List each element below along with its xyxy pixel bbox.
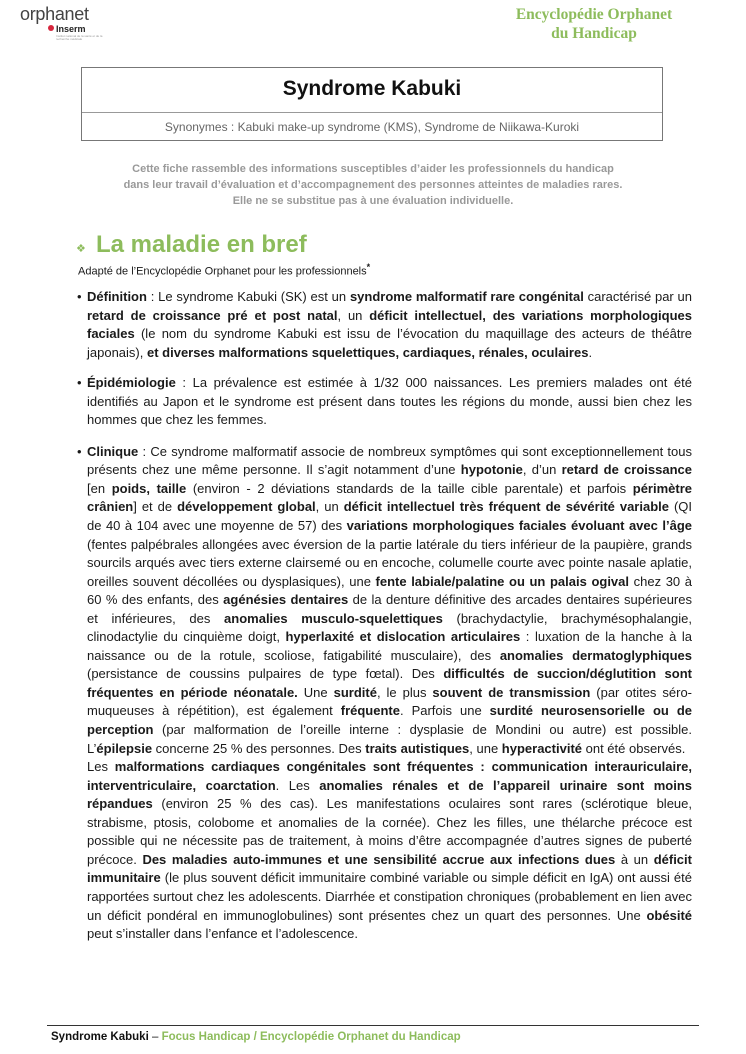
logo-tagline: Institut national de la santé et de la recherche médicale — [56, 34, 103, 41]
body-text: (par malformation de l’oreille interne : dysplasie de Mondini ou autre) est possible. L’ — [87, 722, 692, 756]
body-text: , le plus — [376, 684, 433, 700]
body-text: (brachydactylie, brachymésophalangie, clinodactylie du cinquième doigt, — [87, 610, 692, 645]
entry-definition — [77, 288, 692, 362]
intro-note — [110, 161, 636, 209]
body-text: concerne 25 % des personnes. Des — [152, 740, 366, 756]
section-heading: La maladie en bref — [96, 231, 307, 258]
bold-text: déficit intellectuel, des variations morphologiques faciales — [87, 307, 692, 342]
body-text: . Les — [275, 777, 320, 793]
footer-disease-name: Syndrome Kabuki — [51, 1031, 149, 1043]
bold-text: développement global — [177, 499, 316, 515]
header-line-1: Encyclopédie Orphanet — [515, 6, 673, 23]
body-text: (par otites séro-muqueuses à répétition), est également — [87, 684, 693, 719]
bold-text: hypotonie — [460, 462, 523, 478]
body-text: (fentes palpébrales allongées avec éversion de la partie latérale du tiers inférieur de la paupière, grands sourcils arqués avec tiers externe clairsemé ou en encoche, columelle courte avec pointe nasale aplatie, oreilles souvent décollées ou dysplasiques), une — [87, 536, 692, 589]
footer — [47, 1025, 699, 1043]
body-text: (environ - 2 déviations standards de la taille cible parentale) et parfois — [186, 480, 633, 496]
intro-line-2: dans leur travail d’évaluation et d’accompagnement des personnes atteintes de maladies rares. — [123, 179, 623, 191]
body-text: : luxation de la hanche à la naissance ou de la rotule, scoliose, fatigabilité musculaire), des — [87, 629, 692, 663]
bold-text: poids, taille — [111, 480, 187, 496]
bold-text: anomalies dermatoglyphiques — [499, 647, 692, 663]
footer-separator: – — [148, 1031, 162, 1043]
body-text: Les — [87, 759, 115, 775]
bold-text: anomalies musculo-squelettiques — [224, 610, 443, 626]
title-divider — [82, 112, 662, 113]
body-text: (le nom du syndrome Kabuki est issu de l’évocation du maquillage des acteurs de théâtre japonais), — [87, 326, 692, 360]
header-line-2: du Handicap — [551, 25, 637, 42]
synonyms: Synonymes : Kabuki make-up syndrome (KMS), Syndrome de Niikawa-Kuroki — [164, 120, 580, 134]
body-text: , une — [469, 740, 502, 756]
footer-source: Focus Handicap / Encyclopédie Orphanet du Handicap — [161, 1031, 461, 1043]
body-text: caractérisé par un — [583, 289, 692, 304]
bold-text: déficit immunitaire — [87, 851, 692, 886]
adapted-text: Adapté de l’Encyclopédie Orphanet pour les professionnels — [78, 265, 367, 278]
bold-text: difficultés de succion/déglutition sont fréquentes en période néonatale. — [87, 666, 692, 700]
adapted-footnote-mark: * — [366, 262, 371, 272]
body-text: de la denture définitive des arcades dentaires supérieures et inférieures, des — [87, 592, 692, 626]
logo-partner: Inserm — [56, 24, 86, 34]
bold-text: syndrome malformatif rare congénital — [349, 289, 584, 304]
bold-text: surdité neurosensorielle ou de perception — [87, 703, 692, 738]
bullet-icon: • — [77, 289, 82, 304]
header-encyclopedia — [494, 5, 694, 43]
body-text: (le plus souvent déficit immunitaire combiné variable ou simple déficit en IgA) ont aussi été rapportées surtout chez les adolescents. Diarrhée et constipation chroniques (probablement en lien avec un déficit pondéral en immunoglobulines) sont présentes chez un quart des personnes. Une — [87, 870, 692, 923]
body-text: à un — [615, 851, 654, 867]
body-text: chez 30 à 60 % des enfants, des — [87, 573, 692, 608]
intro-line-3: Elle ne se substitue pas à une évaluation individuelle. — [232, 195, 514, 207]
footer-text — [51, 1031, 461, 1043]
bold-text: retard de croissance pré et post natal — [87, 307, 338, 323]
body-text: : La prévalence est estimée à 1/32 000 naissances. Les premiers malades ont été identifiés au Japon et le syndrome est présent dans toutes les régions du monde, aussi bien chez les hommes que chez les femmes. — [87, 375, 692, 428]
body-text: peut s’installer dans l’enfance et l’adolescence. — [87, 926, 359, 942]
body-text: Une — [297, 684, 334, 700]
bold-text: malformations cardiaques congénitales sont fréquentes : communication interauriculaire, interventriculaire, coarctation — [87, 759, 692, 793]
entry-paragraph — [87, 758, 692, 943]
body-text: . Parfois une — [399, 703, 490, 719]
bold-text: fréquente — [340, 703, 400, 719]
body-text: ont été observés. — [582, 740, 686, 756]
bold-text: anomalies rénales et de l’appareil urinaire sont moins répandues — [87, 777, 693, 812]
body-text: , un — [315, 499, 344, 515]
bold-text: agénésies dentaires — [223, 592, 349, 608]
inserm-mark-icon — [48, 25, 54, 31]
entry-paragraph — [87, 288, 692, 362]
bold-text: hyperlaxité et dislocation articulaires — [285, 629, 521, 645]
bullet-icon: • — [77, 443, 82, 459]
body-text: [en — [87, 480, 112, 496]
body-text: (QI de 40 à 104 avec une moyenne de 57) des — [87, 499, 693, 534]
body-text: : Le syndrome Kabuki (SK) est un — [146, 289, 350, 304]
body-text: , un — [337, 307, 370, 323]
entry-clinical — [77, 443, 692, 944]
bold-text: Définition — [87, 289, 147, 304]
body-text: . — [588, 344, 593, 360]
bold-text: Des maladies auto-immunes et une sensibilité accrue aux infections dues — [142, 851, 616, 867]
bold-text: Clinique — [87, 443, 139, 459]
logo-wordmark: orphanet — [20, 4, 89, 24]
bold-text: hyperactivité — [501, 740, 582, 756]
bold-text: souvent de transmission — [432, 684, 591, 700]
bold-text: obésité — [646, 907, 692, 923]
bold-text: variations morphologiques faciales évoluant avec l’âge — [346, 518, 692, 534]
bold-text: surdité — [333, 684, 377, 700]
footer-cut-line — [110, 1048, 530, 1054]
body-text: (persistance de coussins pulpaires de type fœtal). Des — [87, 666, 444, 682]
orphanet-logo — [20, 4, 140, 44]
intro-line-1: Cette fiche rassemble des informations susceptibles d’aider les professionnels du handicap — [132, 163, 614, 175]
bold-text: épilepsie — [96, 740, 153, 756]
title-box — [81, 67, 663, 141]
diamond-bullet-icon: ❖ — [76, 243, 86, 255]
body-text: , d’un — [522, 462, 562, 478]
bold-text: déficit intellectuel très fréquent de sévérité variable — [343, 499, 669, 515]
bold-text: retard de croissance — [561, 462, 692, 478]
entry-paragraph — [87, 443, 692, 758]
bold-text: et diverses malformations squelettiques, cardiaques, rénales, oculaires — [146, 344, 589, 360]
bullet-icon: • — [77, 375, 82, 391]
page-title: Syndrome Kabuki — [282, 77, 462, 100]
main-content — [77, 288, 692, 944]
body-text: : Ce syndrome malformatif associe de nombreux symptômes qui sont exceptionnellement tous présents chez une même personne. Il s’agit notamment d’une — [87, 443, 692, 478]
entry-paragraph — [87, 374, 692, 430]
bold-text: fente labiale/palatine ou un palais ogival — [375, 573, 630, 589]
bold-text: Épidémiologie — [87, 375, 176, 391]
body-text: (environ 25 % des cas). Les manifestations oculaires sont rares (sclérotique bleue, strabisme, ptosis, colobome et anomalies de la cornée). Chez les filles, une thélarche précoce est possible qui ne nécessite pas de traitement, à moins d’être accompagnée d’autres signes de puberté précoce. — [87, 796, 692, 867]
adapted-note — [78, 262, 370, 278]
entry-epidemiology — [77, 374, 692, 430]
body-text: ] et de — [133, 499, 178, 515]
bold-text: traits autistiques — [365, 740, 470, 756]
bold-text: périmètre crânien — [87, 480, 692, 515]
